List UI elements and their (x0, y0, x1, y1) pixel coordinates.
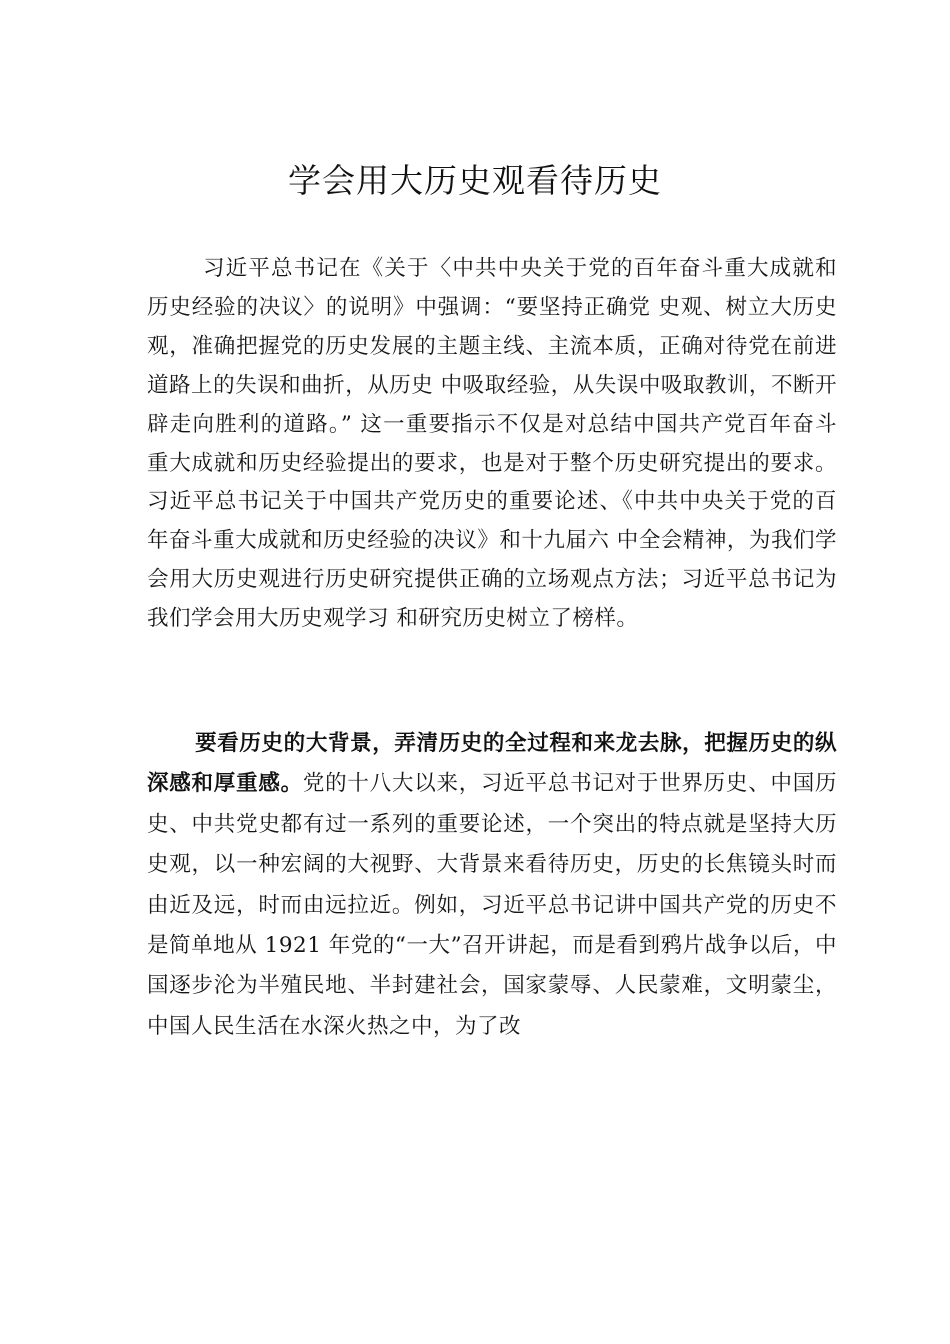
paragraph-2-lead: 要看历史的大背景，弄清历史的全过程和来龙去脉，把握历史的纵深感和厚重感。 (147, 731, 837, 797)
paragraph-1: 习近平总书记在《关于〈中共中央关于党的百年奋斗重大成就和历史经验的决议〉的说明》中强调：“要坚持正确党 史观、树立大历史观，准确把握党的历史发展的主题主线、主流本质，正确对待党在前进道路上的失误和曲折，从历史 中吸取经验，从失误中吸取教训，不断开辟走向胜利的道路。” 这一重要指示不仅是对总结中国共产党百年奋斗重大成就和历史经验提出的要求，也是对于整个历史研究提出的要求。习近平总书记关于中国共产党历史的重要论述、《中共中央关于党的百年奋斗重大成就和历史经验的决议》和十九届六 中全会精神，为我们学会用大历史观进行历史研究提供正确的立场观点方法；习近平总书记为我们学会用大历史观学习 和研究历史树立了榜样。 (147, 256, 837, 632)
paragraph-2 (147, 724, 837, 1047)
paragraph-2-body: 党的十八大以来，习近平总书记对于世界历史、中国历史、中共党史都有过一系列的重要论述，一个突出的特点就是坚持大历史观，以一种宏阔的大视野、大背景来看待历史，历史的长焦镜头时而由近及远，时而由远拉近。例如，习近平总书记讲中国共产党的历史不是简单地从 1921 年党的“一大”召开讲起，而是看到鸦片战争以后，中国逐步沦为半殖民地、半封建社会，国家蒙辱、人民蒙难，文明蒙尘，中国人民生活在水深火热之中，为了改 (147, 771, 837, 1039)
document-title: 学会用大历史观看待历史 (288, 161, 662, 200)
